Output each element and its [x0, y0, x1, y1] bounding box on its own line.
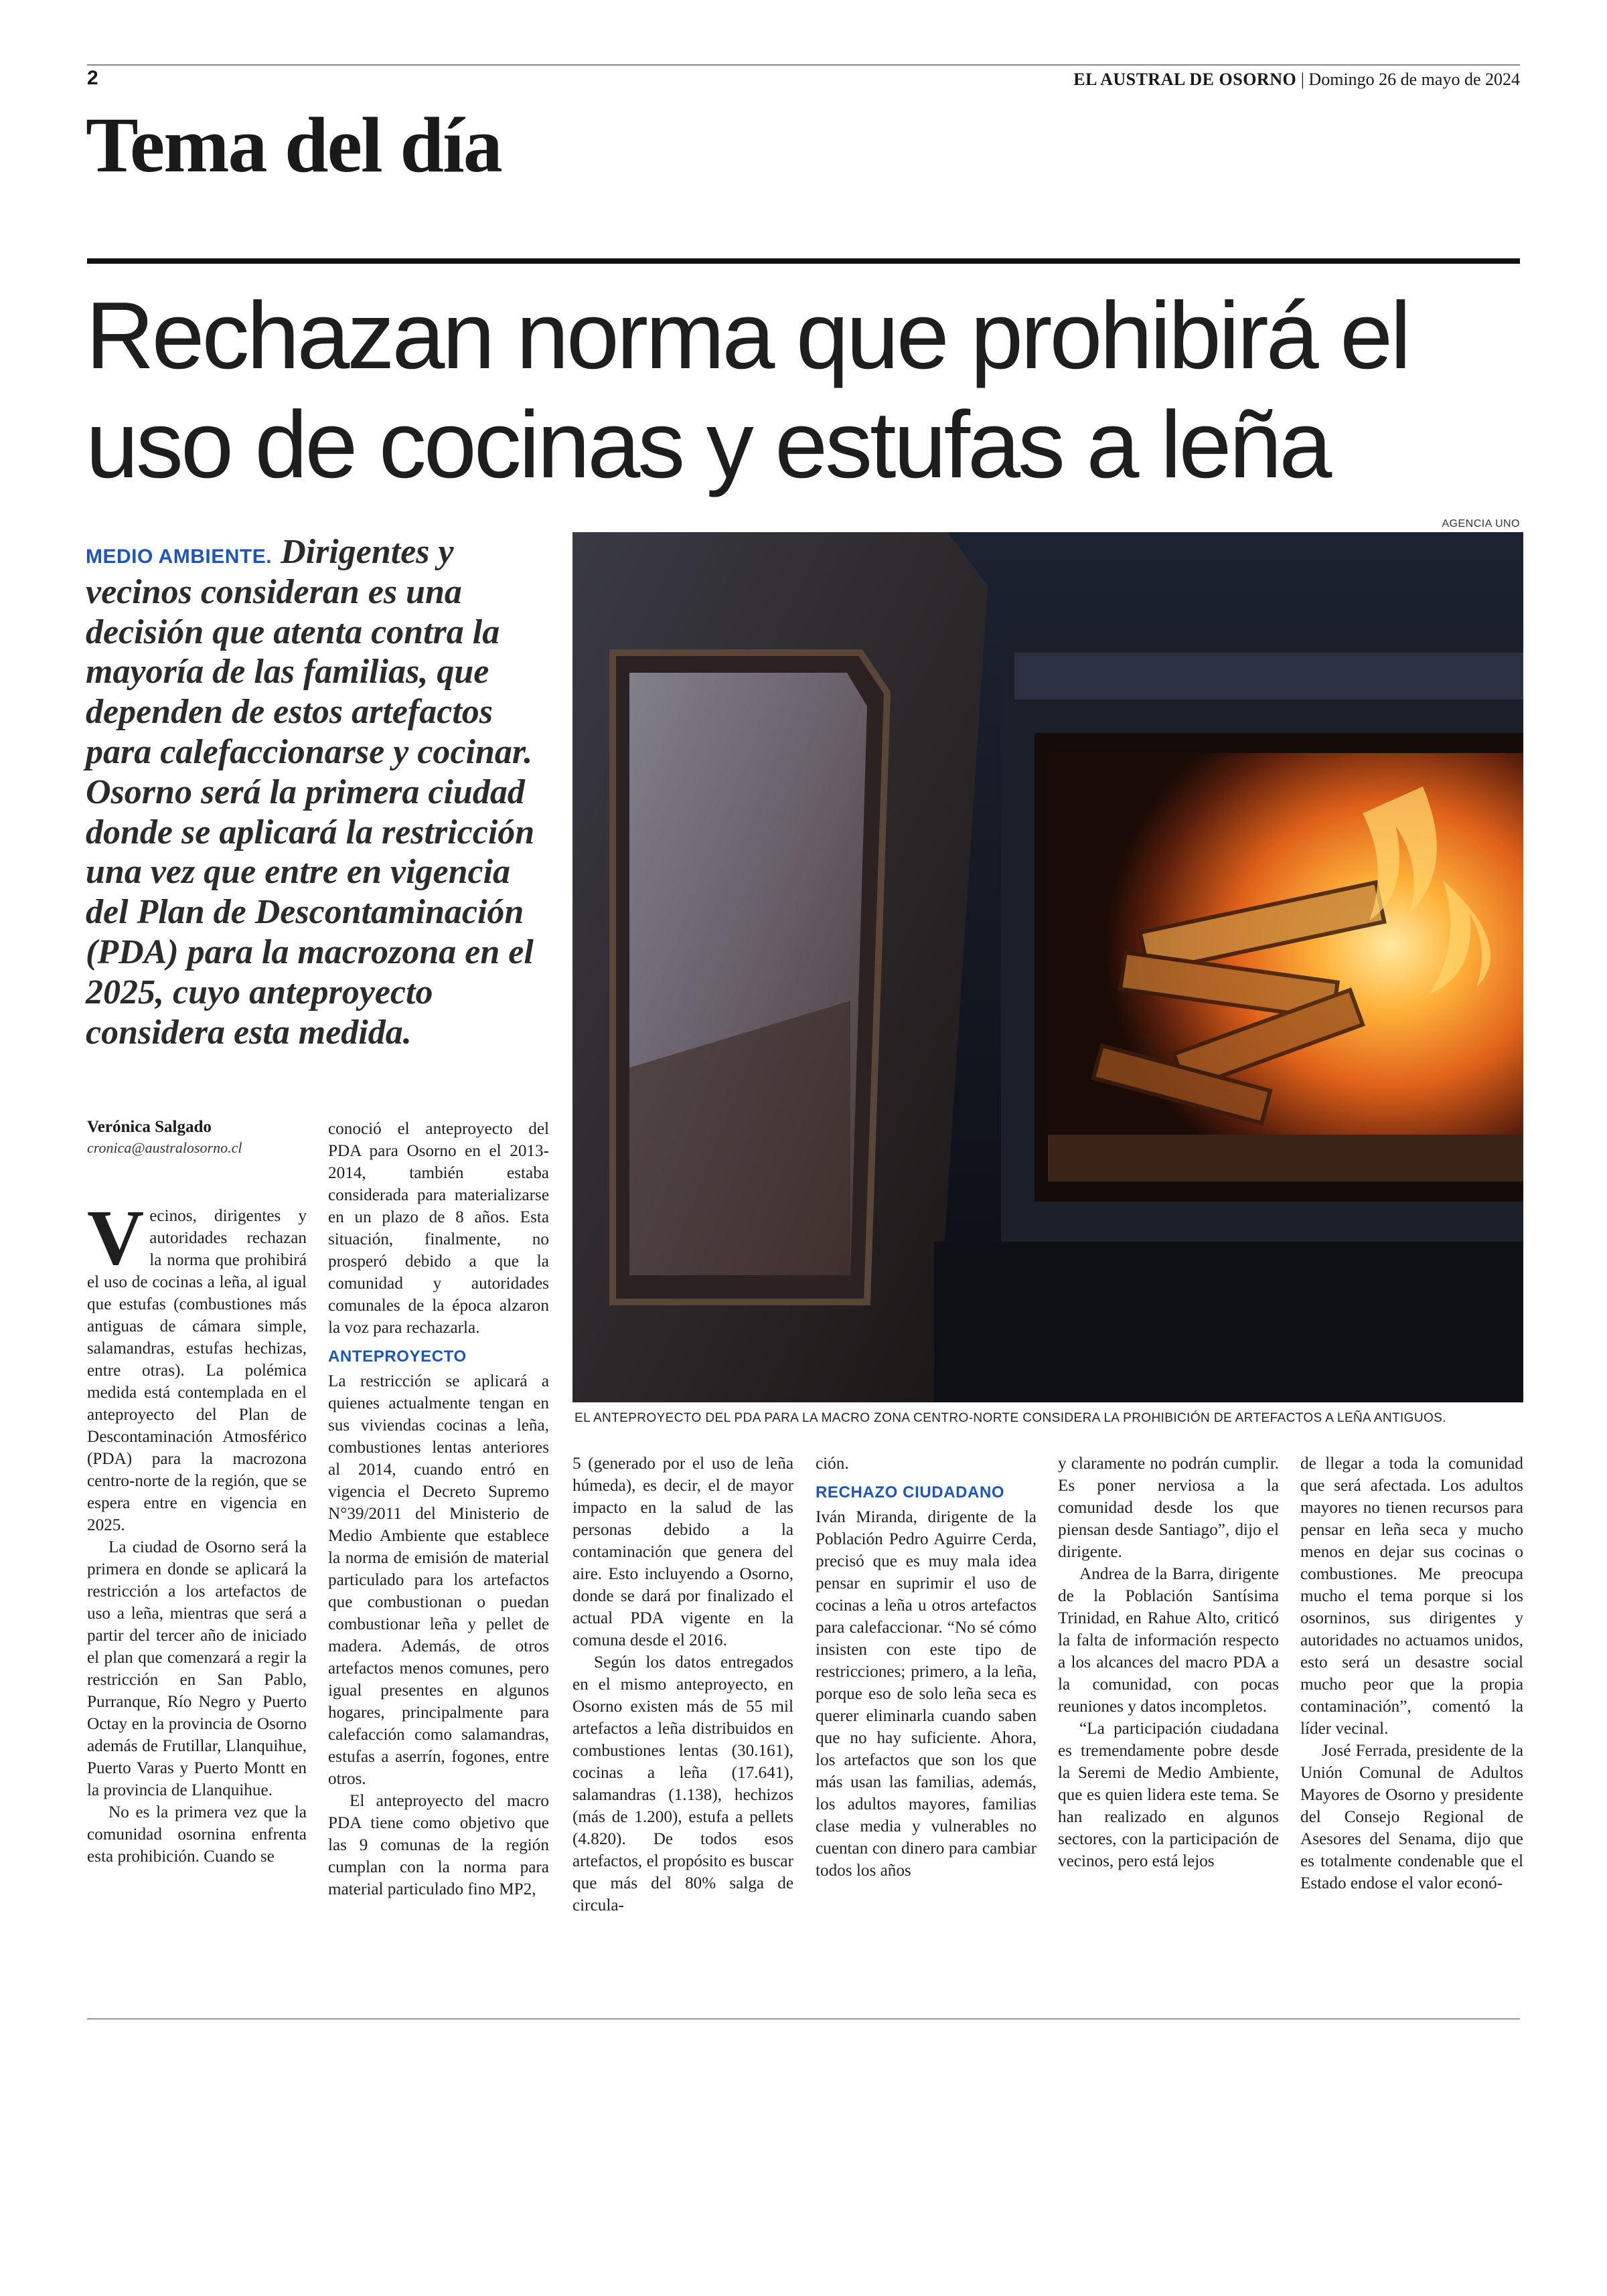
article-photo — [572, 532, 1523, 1402]
photo-credit: AGENCIA UNO — [1442, 518, 1520, 529]
body-paragraph: ción. — [816, 1455, 849, 1473]
footer-rule — [87, 2018, 1520, 2020]
body-paragraph: de llegar a toda la comunidad que será afectada. Los adultos mayores no tienen recursos para pensar en leña seca y mucho menos en dejar sus cocinas o combustiones. Me preocupa mucho el tema porque si los osorninos, sus dirigentes y autoridades no actuamos unidos, esto será un desastre social mucho peor que la propia contaminación”, comentó la líder vecinal. — [1300, 1455, 1523, 1738]
body-paragraph — [87, 1194, 307, 1536]
body-paragraph: El anteproyecto del macro PDA tiene como objetivo que las 9 comunas de la región cumplan con la norma para material particulado fino MP2, — [328, 1792, 549, 1898]
wood-stove-photo — [572, 532, 1523, 1402]
masthead-separator: | — [1300, 70, 1309, 89]
body-paragraph: La ciudad de Osorno será la primera en donde se aplicará la restricción a los artefactos de uso a leña, mientras que será a partir del tercer año de iniciado el plan que comenzará a regir la restricción en San Pablo, Purranque, Río Negro y Puerto Octay en la provincia de Osorno además de Frutillar, Llanquihue, Puerto Varas y Puerto Montt en la provincia de Llanquihue. — [87, 1538, 307, 1799]
body-column-3 — [572, 1453, 793, 1916]
masthead — [1073, 70, 1520, 90]
section-rule — [87, 258, 1520, 264]
section-title: Tema del día — [86, 101, 502, 189]
photo-caption: EL ANTEPROYECTO DEL PDA PARA LA MACRO ZONA CENTRO-NORTE CONSIDERA LA PROHIBICIÓN DE ARTEFACTOS A LEÑA ANTIGUOS. — [575, 1411, 1446, 1425]
body-paragraph: José Ferrada, presidente de la Unión Comunal de Adultos Mayores de Osorno y presidente del Consejo Regional de Asesores del Senama, dijo que es totalmente condenable que el Estado endose el valor econó- — [1300, 1742, 1523, 1892]
byline — [87, 1118, 315, 1157]
headline-line-2: uso de cocinas y estufas a leña — [86, 392, 1330, 499]
body-paragraph: No es la primera vez que la comunidad osornina enfrenta esta prohibición. Cuando se — [87, 1803, 307, 1866]
body-paragraph: 5 (generado por el uso de leña húmeda), es decir, el de mayor impacto en la salud de las personas debido a la contaminación que genera del aire. Esto incluyendo a Osorno, donde se dará por finalizado el actual PDA vigente en la comuna desde el 2016. — [572, 1455, 793, 1649]
page-number: 2 — [87, 67, 98, 89]
body-column-1 — [87, 1194, 307, 1868]
body-column-2 — [328, 1118, 549, 1900]
issue-date: Domingo 26 de mayo de 2024 — [1308, 70, 1520, 89]
body-column-6 — [1300, 1453, 1523, 1894]
body-text: ecinos, dirigentes y autoridades rechazan la norma que prohibirá el uso de cocinas a leña, al igual que estufas (combustiones más antiguas de cámara simple, salamandras, estufas hechizas, entre otras). La polémica medida está contemplada en el anteproyecto del Plan de Descontaminación Atmosférico (PDA) para la macrozona centro-norte de la región, que se espera entre en vigencia en 2025. — [87, 1207, 307, 1534]
lead-paragraph — [86, 532, 548, 1052]
body-column-4 — [816, 1453, 1037, 1882]
subheading-rechazo-ciudadano: RECHAZO CIUDADANO — [816, 1483, 1005, 1501]
body-paragraph: Según los datos entregados en el mismo anteproyecto, en Osorno existen más de 55 mil artefactos a leña distribuidos en combustiones lentas (30.161), cocinas a leña (17.641), salamandras (1.138), hechizos (más de 1.200), estufa a pellets (4.820). De todos esos artefactos, el propósito es buscar que más del 80% salga de circula- — [572, 1653, 793, 1914]
body-paragraph: La restricción se aplicará a quienes actualmente tengan en sus viviendas cocinas a leña, combustiones lentas anteriores al 2014, cuando entró en vigencia el Decreto Supremo N°39/2011 del Ministerio de Medio Ambiente que establece la norma de emisión de material particulado para los artefactos que combustionan o puedan combustionar leña y pellet de madera. Además, de otros artefactos menos comunes, pero igual presentes en algunos hogares, principalmente para calefacción como salamandras, estufas a aserrín, fogones, entre otros. — [328, 1372, 549, 1788]
body-column-5 — [1058, 1453, 1279, 1872]
kicker: MEDIO AMBIENTE. — [86, 546, 273, 568]
author-name: Verónica Salgado — [87, 1118, 212, 1136]
body-paragraph: y claramente no podrán cumplir. Es poner nerviosa a la comunidad desde los que piensan desde Santiago”, dijo el dirigente. — [1058, 1455, 1279, 1561]
headline-line-1: Rechazan norma que prohibirá el — [86, 282, 1409, 389]
publication-name: EL AUSTRAL DE OSORNO — [1073, 70, 1297, 89]
body-paragraph: “La participación ciudadana es tremendamente pobre desde la Seremi de Medio Ambiente, que es quien lidera este tema. Se han realizado en algunos sectores, con la participación de vecinos, pero está lejos — [1058, 1720, 1279, 1870]
header-rule — [87, 64, 1520, 66]
subheading-anteproyecto: ANTEPROYECTO — [328, 1347, 467, 1366]
author-email[interactable]: cronica@australosorno.cl — [87, 1139, 242, 1156]
lead-text: Dirigentes y vecinos consideran es una decisión que atenta contra la mayoría de las familias, que dependen de estos artefactos para calefaccionarse y cocinar. Osorno será la primera ciudad donde se aplicará la restricción una vez que entre en vigencia del Plan de Descontaminación (PDA) para la macrozona en el 2025, cuyo anteproyecto considera esta medida. — [86, 533, 535, 1052]
body-paragraph: Andrea de la Barra, dirigente de la Población Santísima Trinidad, en Rahue Alto, criticó la falta de información respecto a los alcances del macro PDA a la comunidad, con pocas reuniones y datos incompletos. — [1058, 1565, 1279, 1716]
body-paragraph: Iván Miranda, dirigente de la Población Pedro Aguirre Cerda, precisó que es muy mala idea pensar en suprimir el uso de cocinas a leña u otros artefactos para calefaccionar. “No sé cómo insisten con este tipo de restricciones; primero, a la leña, porque eso de solo leña seca es querer eliminarla cuando saben que no hay suficiente. Ahora, los artefactos que son los que más usan las familias, además, los adultos mayores, familias clase media y vulnerables no cuentan con dinero para cambiar todos los años — [816, 1508, 1037, 1880]
drop-cap: V — [87, 1194, 145, 1281]
headline — [86, 281, 1545, 500]
body-paragraph: conoció el anteproyecto del PDA para Osorno en el 2013-2014, también estaba considerada para materializarse en un plazo de 8 años. Esta situación, finalmente, no prosperó debido a que la comunidad y autoridades comunales de la época alzaron la voz para rechazarla. — [328, 1120, 549, 1337]
